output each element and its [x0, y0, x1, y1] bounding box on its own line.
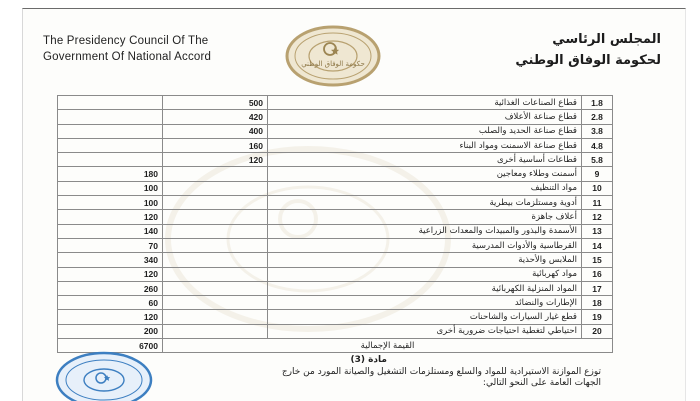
amount-cell: 260	[58, 281, 163, 295]
item-number-cell: 14	[582, 238, 613, 252]
item-name-cell: مواد كهربائية	[268, 267, 582, 281]
sub-amount-cell	[163, 253, 268, 267]
table-row	[58, 324, 613, 338]
amount-cell: 180	[58, 167, 163, 181]
sub-amount-cell	[163, 167, 268, 181]
document-page	[22, 8, 686, 401]
item-name-cell: أعلاف جاهزة	[268, 210, 582, 224]
amount-cell	[58, 138, 163, 152]
amount-cell: 100	[58, 181, 163, 195]
arabic-header-line1: المجلس الرئاسي	[552, 32, 661, 47]
item-number-cell: 19	[582, 310, 613, 324]
item-number-cell: 13	[582, 224, 613, 238]
sub-amount-cell	[163, 210, 268, 224]
table-row	[58, 110, 613, 124]
amount-cell: 140	[58, 224, 163, 238]
table-row	[58, 210, 613, 224]
item-name-cell: الأسمدة والبذور والمبيدات والمعدات الزراعية	[268, 224, 582, 238]
item-number-cell: 10	[582, 181, 613, 195]
sub-amount-cell	[163, 267, 268, 281]
sub-amount-cell	[163, 296, 268, 310]
sub-amount-cell	[163, 310, 268, 324]
item-name-cell: قطاع الصناعات الغذائية	[268, 96, 582, 110]
total-value: 6700	[58, 339, 163, 353]
amount-cell	[58, 96, 163, 110]
amount-cell: 70	[58, 238, 163, 252]
sub-amount-cell	[163, 281, 268, 295]
table-row	[58, 224, 613, 238]
amount-cell: 120	[58, 267, 163, 281]
item-number-cell: 11	[582, 196, 613, 210]
amount-cell	[58, 153, 163, 167]
amount-cell: 340	[58, 253, 163, 267]
sub-amount-cell: 160	[163, 138, 268, 152]
table-row	[58, 153, 613, 167]
item-name-cell: المواد المنزلية الكهربائية	[268, 281, 582, 295]
article-3	[131, 355, 601, 390]
table-row	[58, 96, 613, 110]
english-header	[43, 33, 211, 65]
amount-cell	[58, 110, 163, 124]
amount-cell: 120	[58, 310, 163, 324]
sub-amount-cell	[163, 181, 268, 195]
amount-cell: 200	[58, 324, 163, 338]
sub-amount-cell: 400	[163, 124, 268, 138]
item-number-cell: 15	[582, 253, 613, 267]
item-name-cell: قطاعات أساسية أخرى	[268, 153, 582, 167]
item-name-cell: أدوية ومستلزمات بيطرية	[268, 196, 582, 210]
emblem-text: حكومة الوفاق الوطني	[301, 60, 365, 68]
table-row	[58, 138, 613, 152]
item-name-cell: أسمنت وطلاء ومعاجين	[268, 167, 582, 181]
sub-amount-cell	[163, 324, 268, 338]
table-row	[58, 310, 613, 324]
item-number-cell: 16	[582, 267, 613, 281]
budget-table	[57, 95, 613, 353]
amount-cell	[58, 124, 163, 138]
item-name-cell: قطاع صناعة الحديد والصلب	[268, 124, 582, 138]
amount-cell: 60	[58, 296, 163, 310]
article-title: مادة (3)	[350, 355, 387, 365]
item-number-cell: 9	[582, 167, 613, 181]
table-row	[58, 296, 613, 310]
item-name-cell: القرطاسية والأدوات المدرسية	[268, 238, 582, 252]
item-number-cell: 17	[582, 281, 613, 295]
article-line1: توزع الموازنة الاستيرادية للمواد والسلع ومستلزمات التشغيل والصيانة المورد من خارج	[281, 366, 601, 377]
total-label: القيمة الإجمالية	[163, 339, 613, 353]
item-name-cell: مواد التنظيف	[268, 181, 582, 195]
item-number-cell: 4.8	[582, 138, 613, 152]
table-row	[58, 196, 613, 210]
item-number-cell: 3.8	[582, 124, 613, 138]
english-header-line2: Government Of National Accord	[43, 51, 212, 63]
item-number-cell: 20	[582, 324, 613, 338]
sub-amount-cell	[163, 238, 268, 252]
arabic-header	[515, 29, 661, 71]
sub-amount-cell: 420	[163, 110, 268, 124]
amount-cell: 100	[58, 196, 163, 210]
table-row	[58, 281, 613, 295]
sub-amount-cell: 120	[163, 153, 268, 167]
sub-amount-cell	[163, 196, 268, 210]
item-number-cell: 5.8	[582, 153, 613, 167]
item-number-cell: 1.8	[582, 96, 613, 110]
table-row	[58, 124, 613, 138]
item-number-cell: 2.8	[582, 110, 613, 124]
amount-cell: 120	[58, 210, 163, 224]
sub-amount-cell	[163, 224, 268, 238]
item-name-cell: قطع غيار السيارات والشاحنات	[268, 310, 582, 324]
table-row	[58, 238, 613, 252]
sub-amount-cell: 500	[163, 96, 268, 110]
council-emblem	[285, 25, 381, 91]
table-row	[58, 181, 613, 195]
english-header-line1: The Presidency Council Of The	[43, 35, 209, 47]
item-name-cell: قطاع صناعة الأعلاف	[268, 110, 582, 124]
table-row	[58, 253, 613, 267]
item-name-cell: احتياطي لتغطية احتياجات ضرورية أخرى	[268, 324, 582, 338]
article-line2: الجهات العامة على النحو التالي:	[482, 378, 601, 388]
item-name-cell: قطاع صناعة الاسمنت ومواد البناء	[268, 138, 582, 152]
item-number-cell: 18	[582, 296, 613, 310]
arabic-header-line2: لحكومة الوفاق الوطني	[515, 53, 661, 68]
table-row	[58, 267, 613, 281]
table-row	[58, 167, 613, 181]
item-name-cell: الإطارات والنضائد	[268, 296, 582, 310]
item-name-cell: الملابس والأحذية	[268, 253, 582, 267]
item-number-cell: 12	[582, 210, 613, 224]
